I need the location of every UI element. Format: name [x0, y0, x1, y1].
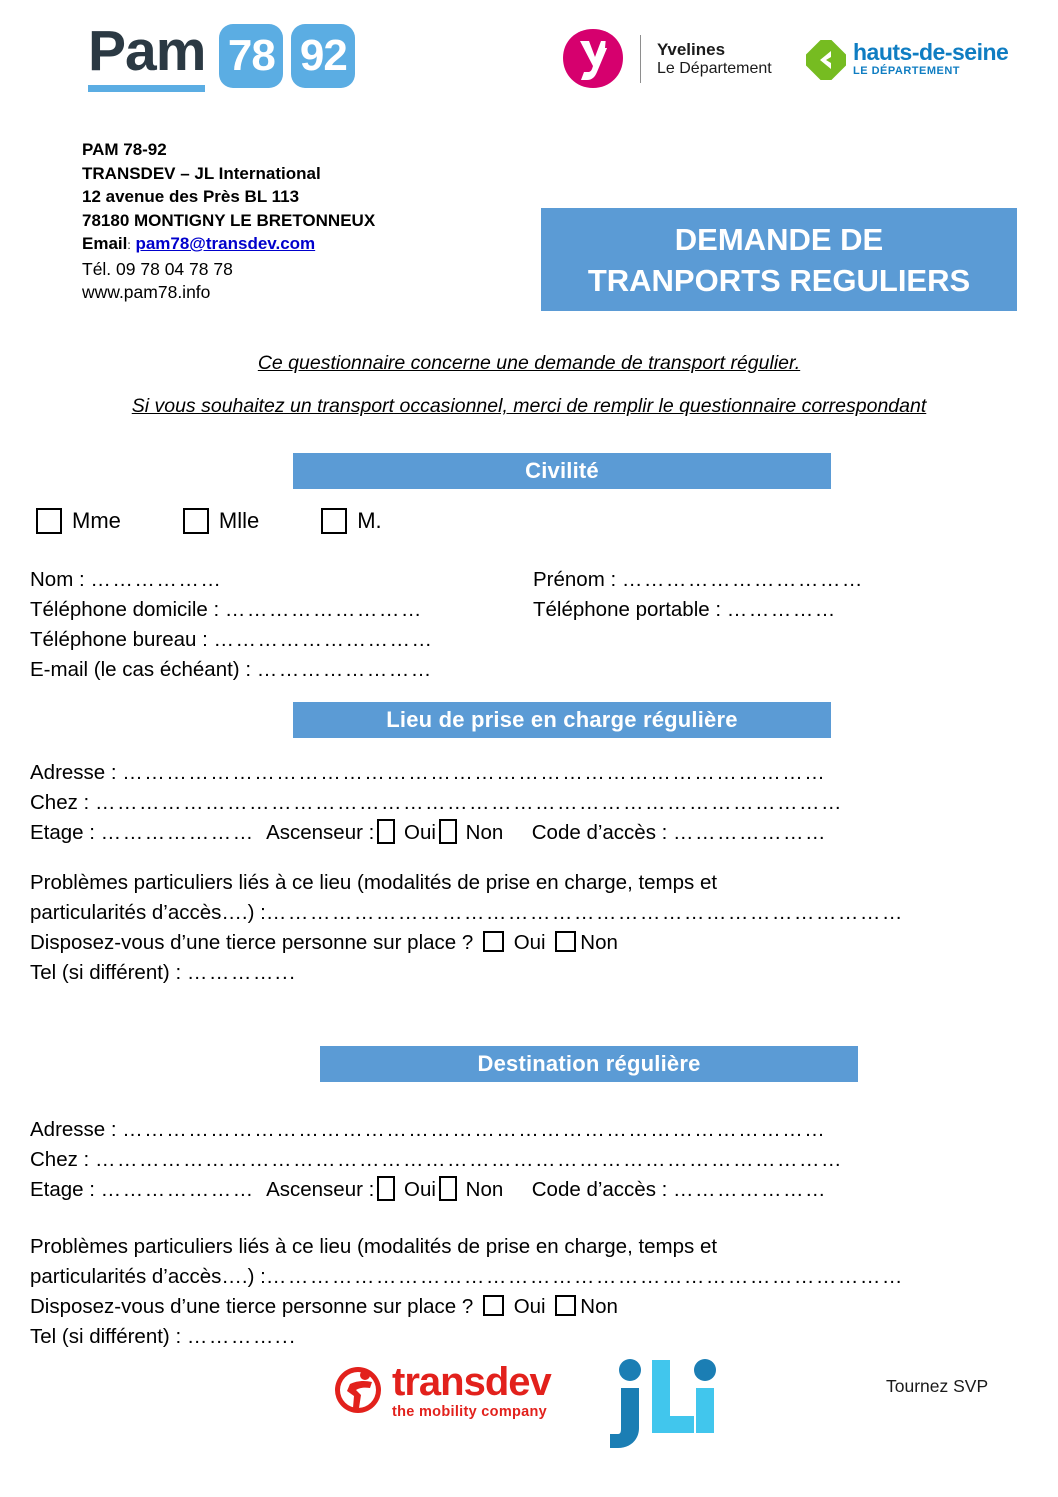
- pam-wordmark: [88, 19, 206, 92]
- pickup-tierce-label: Disposez-vous d’une tierce personne sur place ?: [30, 931, 474, 954]
- dest-problemes-dots: ……………………………………………………………………………: [265, 1265, 904, 1288]
- transdev-logo: [330, 1362, 551, 1420]
- field-prenom-dots: ……………………………: [621, 568, 864, 591]
- dest-tierce-oui-label: Oui: [513, 1295, 546, 1318]
- contact-block: [82, 138, 375, 305]
- contact-city: 78180 MONTIGNY LE BRETONNEUX: [82, 210, 376, 230]
- field-nom-dots: ………………: [90, 568, 223, 591]
- yvelines-name: Yvelines: [657, 40, 726, 60]
- dest-problemes-line-1: [30, 1232, 930, 1262]
- pickup-etage-label: Etage :: [30, 821, 101, 844]
- dest-field-chez[interactable]: [30, 1145, 843, 1175]
- checkbox-mme[interactable]: [36, 508, 62, 534]
- pickup-row-etage-ascenseur: [30, 818, 827, 848]
- dest-checkbox-ascenseur-oui[interactable]: [377, 1176, 395, 1201]
- yvelines-label-block: [657, 40, 772, 78]
- civilite-option-mme[interactable]: [32, 508, 121, 534]
- dest-checkbox-tierce-oui[interactable]: [483, 1295, 504, 1316]
- document-title-line-2: TRANPORTS REGULIERS: [587, 262, 971, 298]
- pickup-tierce-oui-label: Oui: [513, 931, 546, 954]
- dest-checkbox-tierce-non[interactable]: [555, 1295, 576, 1316]
- pickup-field-adresse[interactable]: [30, 758, 826, 788]
- dest-code-dots: …………………: [673, 1178, 828, 1201]
- document-title-banner: [541, 208, 1017, 311]
- section-header-lieu-prise-en-charge: [293, 702, 831, 738]
- yvelines-subtitle: Le Département: [657, 59, 772, 77]
- dest-ascenseur-label: Ascenseur :: [266, 1178, 375, 1201]
- field-email-dots: ……………………: [256, 658, 433, 681]
- hauts-de-seine-chevron-icon: [806, 40, 846, 80]
- pickup-adresse-label: Adresse :: [30, 761, 123, 784]
- logo-divider: [640, 35, 641, 83]
- transdev-tagline: the mobility company: [392, 1404, 548, 1420]
- pickup-field-tel-different[interactable]: [30, 958, 296, 988]
- field-email-label: E-mail (le cas échéant) :: [30, 658, 257, 681]
- field-telephone-portable-label: Téléphone portable :: [533, 598, 727, 621]
- field-telephone-domicile-label: Téléphone domicile :: [30, 598, 225, 621]
- civilite-option-m[interactable]: [317, 508, 381, 534]
- pam-badge-78: 78: [219, 24, 283, 88]
- pickup-adresse-dots: ……………………………………………………………………………………: [122, 761, 827, 784]
- dest-adresse-dots: ……………………………………………………………………………………: [122, 1118, 827, 1141]
- contact-email-row: [82, 232, 375, 258]
- pickup-ascenseur-non-label: Non: [465, 821, 504, 844]
- contact-phone: Tél. 09 78 04 78 78: [82, 258, 233, 279]
- pickup-ascenseur-oui-label: Oui: [404, 821, 436, 844]
- transdev-text-block: [392, 1362, 551, 1420]
- checkbox-mlle[interactable]: [183, 508, 209, 534]
- transdev-wordmark: transdev: [392, 1360, 551, 1404]
- dest-tel-different-label: Tel (si différent) :: [30, 1325, 187, 1348]
- hauts-de-seine-label-block: [853, 41, 1008, 78]
- pickup-checkbox-ascenseur-oui[interactable]: [377, 819, 395, 844]
- yvelines-logo: [562, 28, 772, 90]
- pickup-code-dots: …………………: [673, 821, 828, 844]
- transdev-figure-icon: [330, 1362, 386, 1418]
- dest-row-tierce-personne: [30, 1292, 618, 1322]
- pam-badge-92: 92: [291, 24, 355, 88]
- civilite-label-mme: Mme: [72, 508, 121, 533]
- page-footer: [0, 1350, 1058, 1470]
- dest-field-adresse[interactable]: [30, 1115, 826, 1145]
- checkbox-m[interactable]: [321, 508, 347, 534]
- dest-chez-dots: …………………………………………………………………………………………: [94, 1148, 843, 1171]
- pickup-problemes-text-2: particularités d’accès….) :: [30, 901, 266, 924]
- hauts-de-seine-logo: [806, 40, 1008, 80]
- pickup-tierce-non-label: Non: [580, 931, 618, 954]
- field-telephone-domicile[interactable]: [30, 595, 423, 625]
- jli-logo: [608, 1358, 718, 1455]
- dest-problemes-line-2[interactable]: [30, 1262, 904, 1292]
- dest-adresse-label: Adresse :: [30, 1118, 123, 1141]
- pam-logo: [88, 19, 363, 92]
- contact-company: PAM 78-92: [82, 140, 167, 159]
- dest-row-etage-ascenseur: [30, 1175, 827, 1205]
- field-nom-label: Nom :: [30, 568, 91, 591]
- pickup-code-label: Code d’accès :: [531, 821, 674, 844]
- field-prenom[interactable]: [533, 565, 864, 595]
- section-header-civilite: [293, 453, 831, 489]
- hauts-de-seine-subtitle: LE DÉPARTEMENT: [853, 65, 961, 78]
- section-header-lieu-label: Lieu de prise en charge régulière: [386, 707, 738, 732]
- pam-underline-bar: [88, 85, 205, 92]
- pickup-tel-different-label: Tel (si différent) :: [30, 961, 187, 984]
- pickup-checkbox-tierce-non[interactable]: [555, 931, 576, 952]
- pickup-row-tierce-personne: [30, 928, 618, 958]
- field-email[interactable]: [30, 655, 433, 685]
- section-header-civilite-label: Civilité: [525, 458, 599, 483]
- dest-ascenseur-non-label: Non: [465, 1178, 504, 1201]
- pickup-checkbox-tierce-oui[interactable]: [483, 931, 504, 952]
- civilite-options: [32, 508, 440, 534]
- dest-etage-label: Etage :: [30, 1178, 101, 1201]
- pickup-problemes-line-2[interactable]: [30, 898, 904, 928]
- email-link[interactable]: pam78@transdev.com: [135, 234, 316, 253]
- field-telephone-bureau-dots: …………………………: [213, 628, 434, 651]
- dest-chez-label: Chez :: [30, 1148, 95, 1171]
- email-label: Email: [82, 234, 128, 253]
- pickup-ascenseur-label: Ascenseur :: [266, 821, 375, 844]
- turn-over-note: Tournez SVP: [886, 1376, 989, 1396]
- yvelines-y-icon: [562, 28, 624, 90]
- dest-tel-different-dots: …………...: [186, 1325, 297, 1348]
- dest-checkbox-ascenseur-non[interactable]: [439, 1176, 457, 1201]
- civilite-label-mlle: Mlle: [218, 508, 260, 533]
- dest-problemes-text-2: particularités d’accès….) :: [30, 1265, 266, 1288]
- field-nom[interactable]: [30, 565, 222, 595]
- email-colon: :: [127, 238, 131, 252]
- pickup-tel-different-dots: …………...: [186, 961, 297, 984]
- contact-operator: TRANSDEV – JL International: [82, 163, 321, 183]
- contact-street: 12 avenue des Près BL 113: [82, 187, 300, 206]
- field-telephone-domicile-dots: ………………………: [224, 598, 423, 621]
- field-telephone-bureau-label: Téléphone bureau :: [30, 628, 214, 651]
- intro-text: [0, 352, 1058, 418]
- document-title-line-1: DEMANDE DE: [674, 221, 884, 257]
- contact-website[interactable]: www.pam78.info: [82, 282, 211, 302]
- dest-field-tel-different[interactable]: [30, 1322, 296, 1352]
- intro-line-1: Ce questionnaire concerne une demande de transport régulier.: [257, 352, 801, 374]
- dest-ascenseur-oui-label: Oui: [404, 1178, 436, 1201]
- pickup-problemes-dots: ……………………………………………………………………………: [265, 901, 904, 924]
- civilite-label-m: M.: [357, 508, 382, 533]
- dest-problemes-text-1: Problèmes particuliers liés à ce lieu (modalités de prise en charge, temps et: [30, 1235, 718, 1258]
- section-header-destination: [320, 1046, 858, 1082]
- section-header-destination-label: Destination régulière: [477, 1051, 701, 1076]
- civilite-option-mlle[interactable]: [179, 508, 259, 534]
- dest-code-label: Code d’accès :: [531, 1178, 674, 1201]
- pickup-problemes-text-1: Problèmes particuliers liés à ce lieu (modalités de prise en charge, temps et: [30, 871, 718, 894]
- pickup-checkbox-ascenseur-non[interactable]: [439, 819, 457, 844]
- pickup-chez-dots: …………………………………………………………………………………………: [94, 791, 843, 814]
- pickup-field-chez[interactable]: [30, 788, 843, 818]
- pickup-chez-label: Chez :: [30, 791, 95, 814]
- dest-etage-dots: …………………: [100, 1178, 255, 1201]
- pam-logo-text: Pam: [88, 19, 206, 83]
- hauts-de-seine-name: hauts-de-seine: [853, 39, 1009, 66]
- dest-tierce-label: Disposez-vous d’une tierce personne sur place ?: [30, 1295, 474, 1318]
- field-prenom-label: Prénom :: [533, 568, 622, 591]
- field-telephone-portable[interactable]: [533, 595, 837, 625]
- intro-line-2: Si vous souhaitez un transport occasionnel, merci de remplir le questionnaire correspondant: [131, 395, 927, 417]
- field-telephone-bureau[interactable]: [30, 625, 434, 655]
- pickup-etage-dots: …………………: [100, 821, 255, 844]
- dest-tierce-non-label: Non: [580, 1295, 618, 1318]
- field-telephone-portable-dots: ……………: [726, 598, 837, 621]
- pickup-problemes-line-1: [30, 868, 930, 898]
- page-header: [0, 0, 1058, 120]
